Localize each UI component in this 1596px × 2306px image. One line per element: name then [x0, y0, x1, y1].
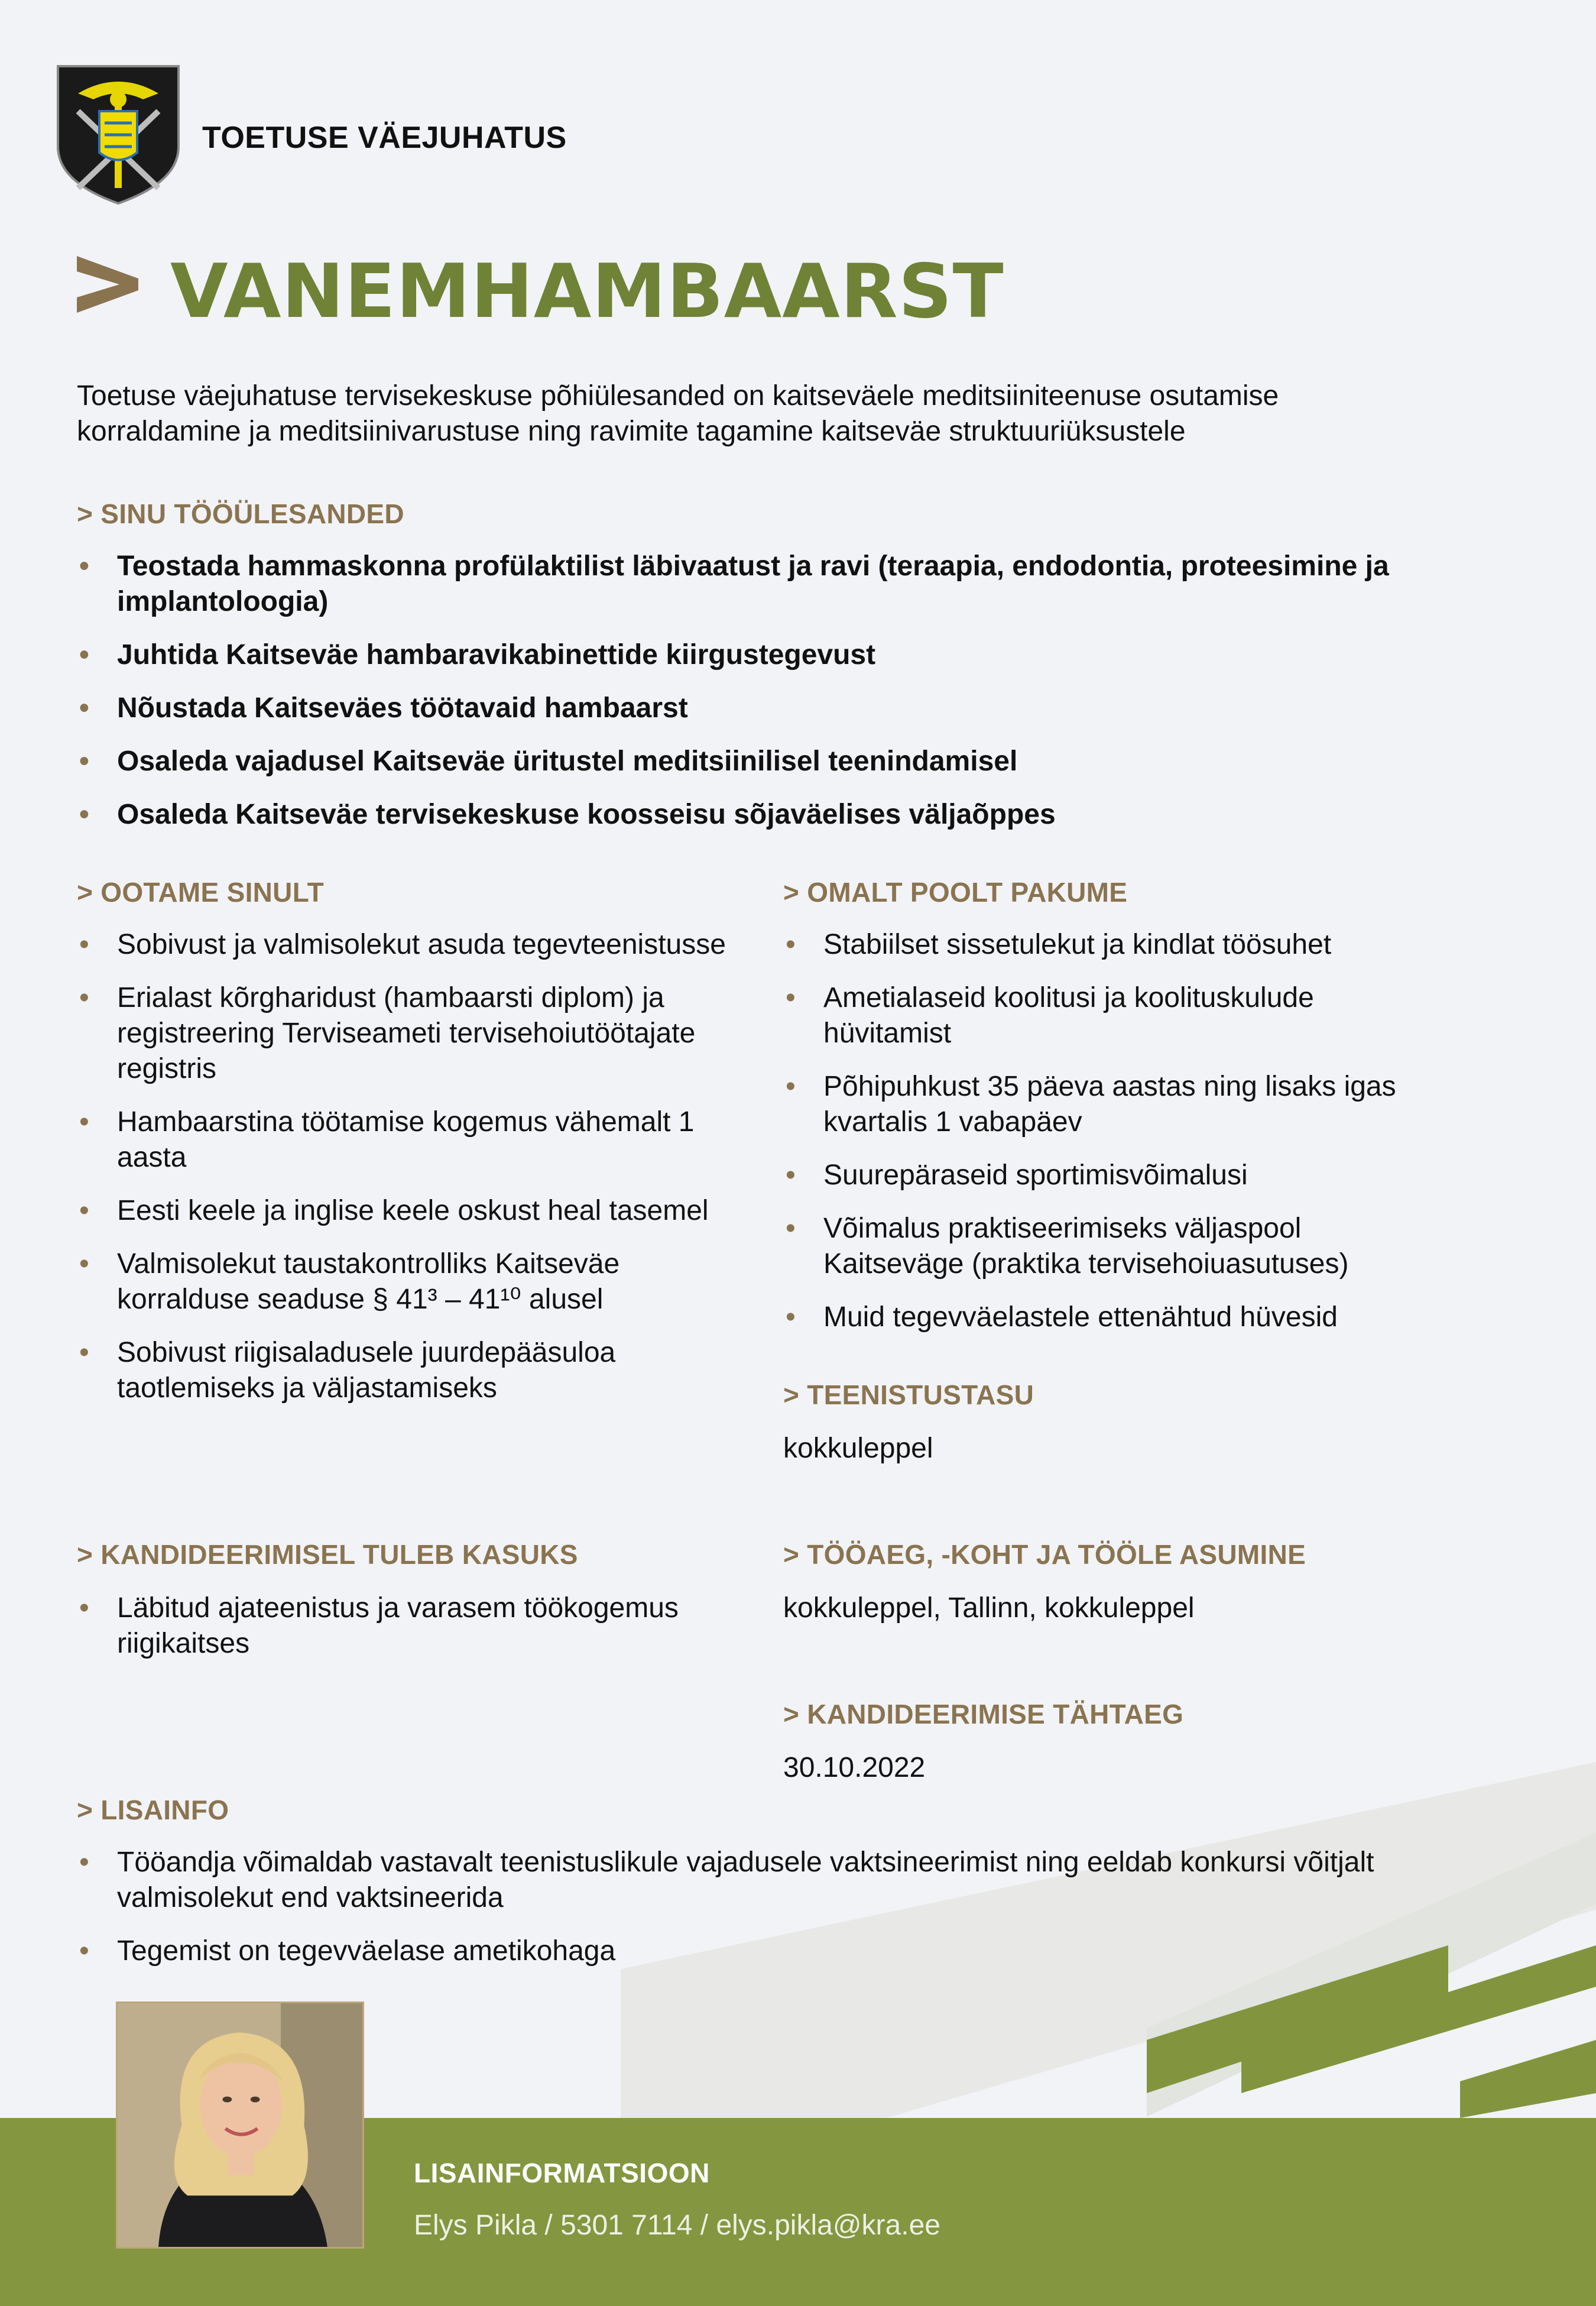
list-item: • Võimalus praktiseerimiseks väljaspool Kaitseväge (praktika tervisehoiuasutuses)	[783, 1211, 1433, 1282]
bullet-icon: •	[79, 982, 89, 1013]
bullet-icon: •	[79, 929, 89, 960]
expect-list	[77, 927, 727, 1424]
bullet-icon: •	[79, 692, 89, 724]
list-item: • Suurepäraseid sportimisvõimalusi	[783, 1158, 1433, 1193]
bullet-icon: •	[79, 1248, 89, 1280]
extra-info-list	[77, 1845, 1407, 1987]
list-item: • Eesti keele ja inglise keele oskust heal tasemel	[77, 1193, 727, 1229]
offer-list	[783, 927, 1433, 1353]
list-item: • Valmisolekut taustakontrolliks Kaitseväe korralduse seaduse § 41³ – 41¹⁰ alusel	[77, 1246, 727, 1317]
deadline-value: 30.10.2022	[783, 1752, 926, 1783]
advantage-list	[77, 1591, 727, 1679]
list-item: • Stabiilset sissetulekut ja kindlat töösuhet	[783, 927, 1433, 963]
bullet-icon: •	[786, 1160, 796, 1191]
bullet-icon: •	[786, 929, 796, 960]
tasks-list	[77, 549, 1436, 850]
footer-title: LISAINFORMATSIOON	[414, 2158, 710, 2188]
contact-info[interactable]: Elys Pikla / 5301 7114 / elys.pikla@kra.ee	[414, 2210, 940, 2241]
list-item: • Muid tegevväelastele ettenähtud hüvesid	[783, 1300, 1433, 1335]
list-item: • Läbitud ajateenistus ja varasem töökogemus riigikaitses	[77, 1591, 727, 1662]
page-title: VANEMHAMBAARST	[170, 248, 1004, 335]
deadline-heading: > KANDIDEERIMISE TÄHTAEG	[783, 1699, 1184, 1730]
list-item: • Juhtida Kaitseväe hambaravikabinettide kiirgustegevust	[77, 637, 1436, 673]
bullet-icon: •	[79, 1106, 89, 1138]
bullet-icon: •	[786, 1213, 796, 1244]
salary-value: kokkuleppel	[783, 1433, 933, 1464]
bullet-icon: •	[79, 1592, 89, 1624]
tasks-heading: > SINU TÖÖÜLESANDED	[77, 498, 404, 529]
list-item: • Ametialaseid koolitusi ja koolituskulude hüvitamist	[783, 980, 1433, 1051]
list-item: • Tööandja võimaldab vastavalt teenistuslikule vajadusele vaktsineerimist ning eeldab konkursi võitjalt valmisolekut end vaktsineerida	[77, 1845, 1407, 1916]
salary-heading: > TEENISTUSTASU	[783, 1379, 1034, 1410]
bullet-icon: •	[786, 1301, 796, 1333]
offer-heading: > OMALT POOLT PAKUME	[783, 877, 1128, 908]
contact-photo	[116, 2001, 364, 2249]
list-item: • Osaleda Kaitseväe tervisekeskuse koosseisu sõjaväelises väljaõppes	[77, 797, 1436, 833]
chevron-right-icon	[77, 251, 138, 316]
list-item: • Põhipuhkust 35 päeva aastas ning lisaks igas kvartalis 1 vabapäev	[783, 1069, 1433, 1140]
expect-heading: > OOTAME SINULT	[77, 877, 325, 908]
bullet-icon: •	[786, 1071, 796, 1102]
bullet-icon: •	[79, 1195, 89, 1226]
list-item: • Erialast kõrgharidust (hambaarsti diplom) ja registreering Terviseameti tervisehoiutöötajate registris	[77, 980, 727, 1087]
bullet-icon: •	[786, 982, 796, 1013]
extra-info-heading: > LISAINFO	[77, 1795, 229, 1825]
person-photo-icon	[118, 2003, 362, 2247]
list-item: • Sobivust ja valmisolekut asuda tegevteenistusse	[77, 927, 727, 963]
list-item: • Tegemist on tegevväelase ametikohaga	[77, 1933, 1407, 1969]
bullet-icon: •	[79, 799, 89, 830]
bullet-icon: •	[79, 1337, 89, 1368]
list-item: • Teostada hammaskonna profülaktilist läbivaatust ja ravi (teraapia, endodontia, proteesimine ja implantoloogia)	[77, 549, 1436, 620]
bullet-icon: •	[79, 746, 89, 777]
worktime-value: kokkuleppel, Tallinn, kokkuleppel	[783, 1592, 1195, 1624]
list-item: • Hambaarstina töötamise kogemus vähemalt 1 aasta	[77, 1105, 727, 1175]
list-item: • Nõustada Kaitseväes töötavaid hambaarst	[77, 691, 1436, 726]
intro-text: Toetuse väejuhatuse tervisekeskuse põhiülesanded on kaitseväele meditsiiniteenuse osutamise korraldamine ja meditsiinivarustuse ning ravimite tagamine kaitseväe struktuuriüksustele	[77, 380, 1279, 447]
bullet-icon: •	[79, 1847, 89, 1878]
worktime-heading: > TÖÖAEG, -KOHT JA TÖÖLE ASUMINE	[783, 1539, 1306, 1570]
organization-name: TOETUSE VÄEJUHATUS	[202, 121, 567, 155]
bullet-icon: •	[79, 639, 89, 671]
bullet-icon: •	[79, 550, 89, 582]
list-item: • Osaleda vajadusel Kaitseväe üritustel meditsiinilisel teenindamisel	[77, 744, 1436, 779]
bullet-icon: •	[79, 1935, 89, 1967]
advantage-heading: > KANDIDEERIMISEL TULEB KASUKS	[77, 1539, 578, 1570]
crest-logo-icon	[54, 64, 182, 206]
list-item: • Sobivust riigisaladusele juurdepääsuloa taotlemiseks ja väljastamiseks	[77, 1335, 727, 1406]
